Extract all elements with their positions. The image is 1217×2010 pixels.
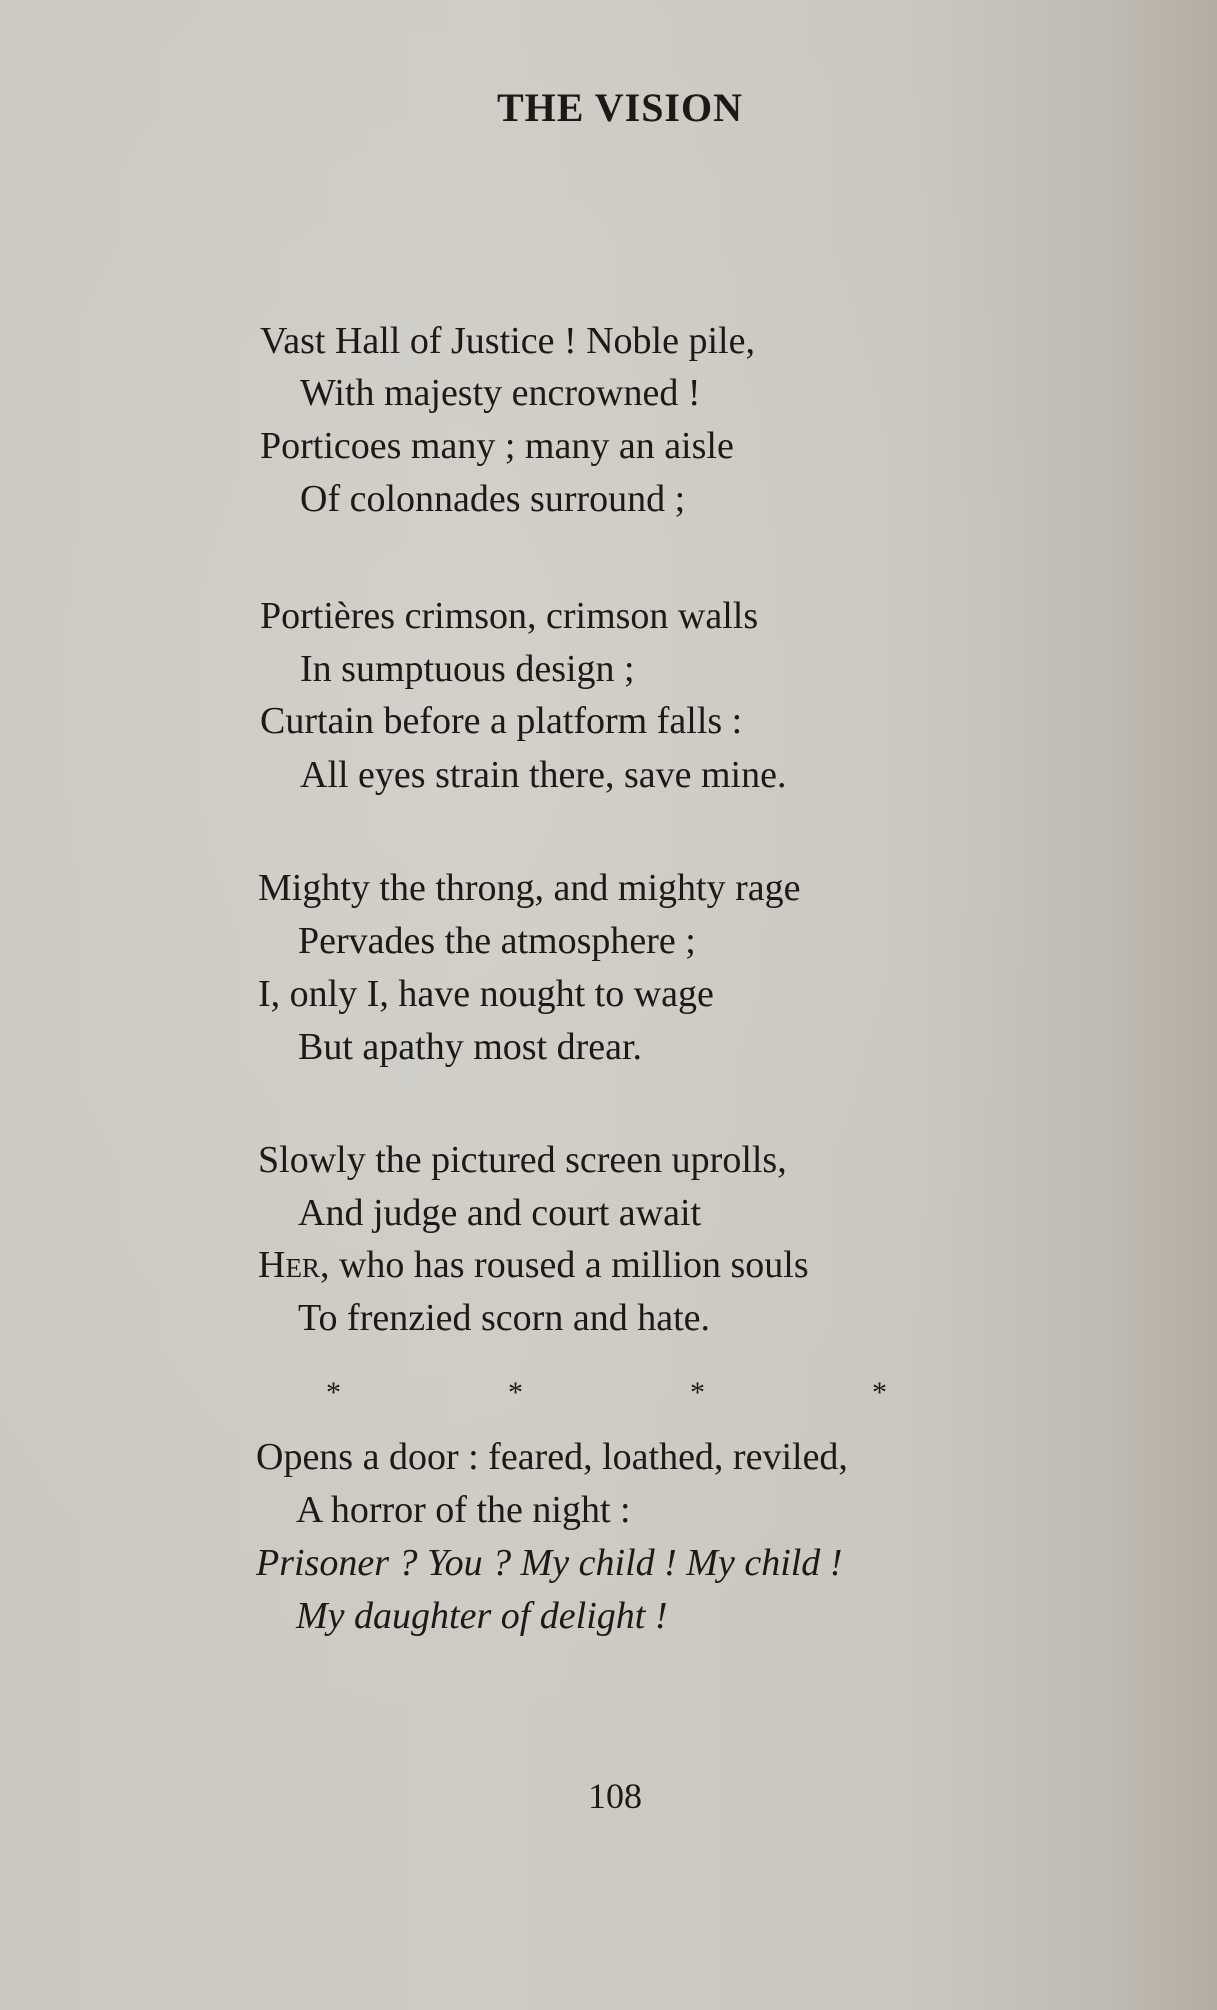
poem-line: With majesty encrowned ! xyxy=(300,372,701,414)
poem-line: In sumptuous design ; xyxy=(300,648,635,690)
poem-line xyxy=(258,1246,809,1284)
asterisk: * xyxy=(326,1376,341,1409)
poem-line: To frenzied scorn and hate. xyxy=(298,1297,710,1339)
section-separator xyxy=(0,1378,1217,1408)
poem-line: But apathy most drear. xyxy=(298,1026,643,1068)
small-caps-word: Her xyxy=(258,1244,320,1286)
poem-line: Of colonnades surround ; xyxy=(300,478,686,520)
poem-line: I, only I, have nought to wage xyxy=(258,973,714,1015)
asterisk: * xyxy=(872,1376,887,1409)
page-number: 108 xyxy=(588,1776,642,1816)
asterisk: * xyxy=(508,1376,523,1409)
poem-line: All eyes strain there, save mine. xyxy=(300,754,787,796)
poem-line-italic: My daughter of delight ! xyxy=(296,1595,668,1637)
poem-line-italic: Prisoner ? You ? My child ! My child ! xyxy=(256,1542,843,1584)
asterisk: * xyxy=(690,1376,705,1409)
poem-line: And judge and court await xyxy=(298,1192,702,1234)
poem-line: Slowly the pictured screen uprolls, xyxy=(258,1139,787,1181)
poem-line: Pervades the atmosphere ; xyxy=(298,920,696,962)
poem-line: Mighty the throng, and mighty rage xyxy=(258,867,801,909)
poem-line: Vast Hall of Justice ! Noble pile, xyxy=(260,320,755,362)
poem-line: Porticoes many ; many an aisle xyxy=(260,425,734,467)
poem-line: Portières crimson, crimson walls xyxy=(260,595,759,637)
poem-line: Opens a door : feared, loathed, reviled, xyxy=(256,1436,848,1478)
line-remainder: , who has roused a million souls xyxy=(319,1244,809,1286)
poem-line: Curtain before a platform falls : xyxy=(260,700,743,742)
poem-line: A horror of the night : xyxy=(296,1489,631,1531)
running-title: THE VISION xyxy=(496,85,743,130)
